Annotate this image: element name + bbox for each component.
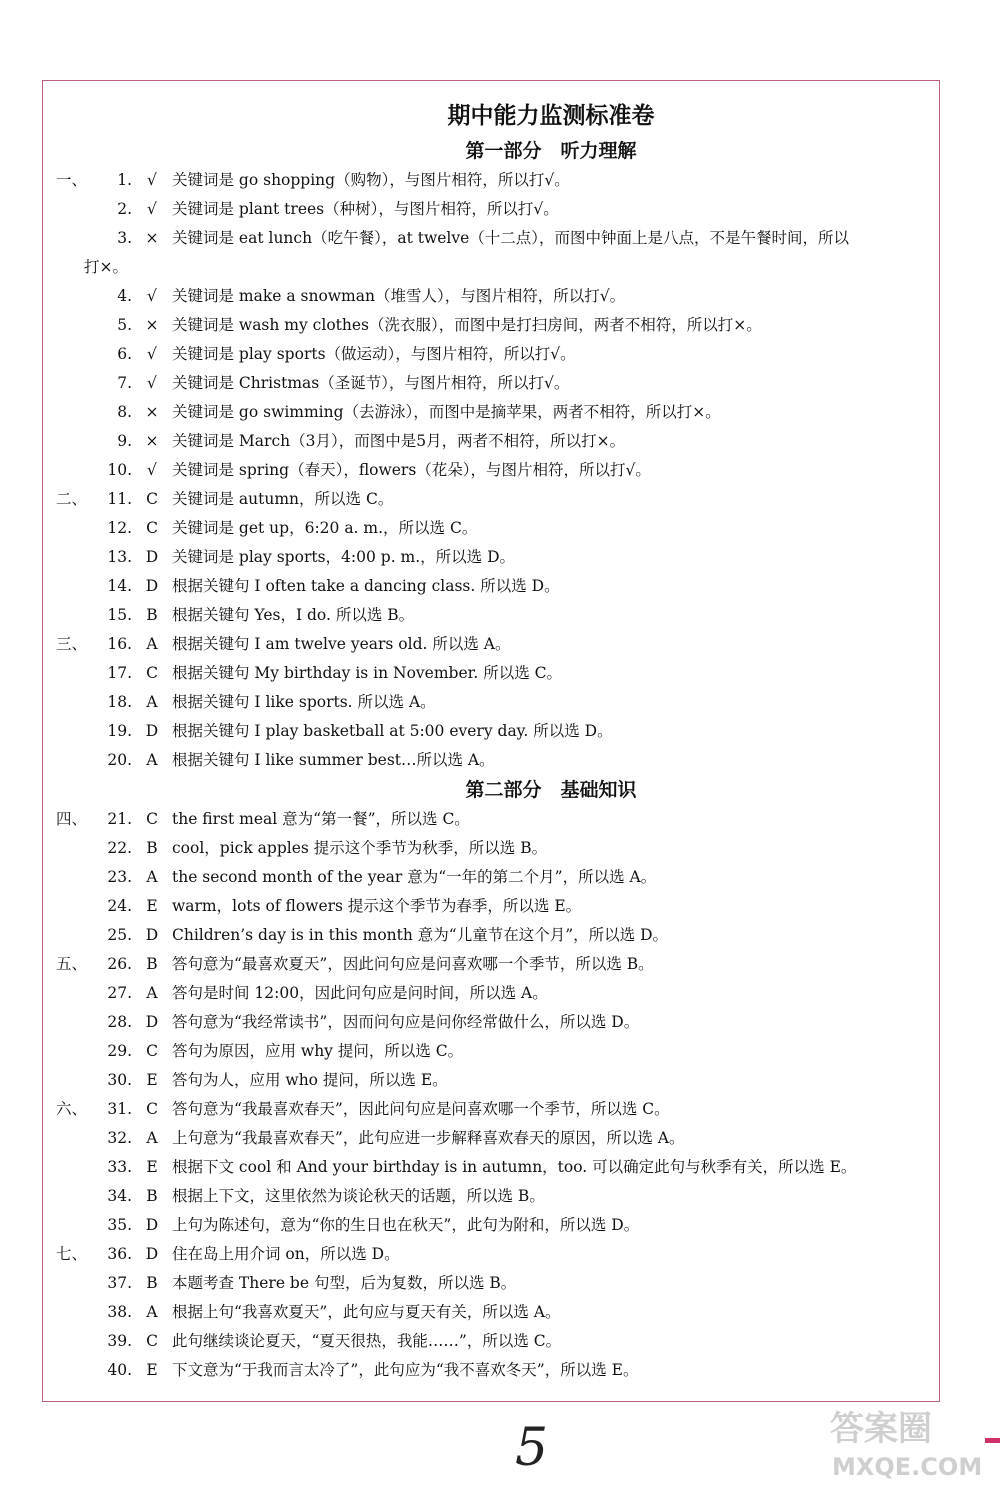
question-number: 10.: [107, 461, 132, 479]
question-group-marker: [56, 514, 84, 543]
answer-choice: C: [146, 664, 158, 682]
question-number: 30.: [107, 1071, 132, 1089]
answer-choice: ×: [145, 403, 159, 421]
question-group-marker: [56, 659, 84, 688]
answer-explanation: 根据关键句 I often take a dancing class. 所以选 D。: [172, 577, 560, 595]
question-group-marker: [56, 1269, 84, 1298]
answer-row: [56, 1153, 966, 1182]
question-number: 12.: [107, 519, 132, 537]
question-group-marker: [56, 1124, 84, 1153]
answer-row: [56, 1124, 966, 1153]
question-group-marker: [56, 427, 84, 456]
answer-row: [56, 921, 966, 950]
page-title: 期中能力监测标准卷: [447, 103, 655, 129]
answer-choice: A: [146, 693, 158, 711]
answer-choice: E: [146, 1071, 158, 1089]
answer-choice: ×: [145, 229, 159, 247]
question-number: 16.: [107, 635, 132, 653]
question-number: 35.: [107, 1216, 132, 1234]
answer-explanation: 答句意为“最喜欢夏天”，因此问句应是问喜欢哪一个季节，所以选 B。: [172, 955, 654, 973]
answer-choice: A: [146, 868, 158, 886]
answer-sheet: [56, 96, 966, 1385]
question-number: 28.: [107, 1013, 132, 1031]
answer-choice: A: [146, 984, 158, 1002]
answer-row: [56, 1066, 966, 1095]
question-number: 19.: [107, 722, 132, 740]
answer-row: [56, 572, 966, 601]
answer-choice: ×: [145, 316, 159, 334]
answer-row: [56, 340, 966, 369]
answer-row: [56, 1182, 966, 1211]
question-group-marker: [56, 746, 84, 775]
answer-row: [56, 659, 966, 688]
answer-explanation: warm，lots of flowers 提示这个季节为春季，所以选 E。: [172, 897, 582, 915]
question-number: 4.: [117, 287, 132, 305]
question-number: 38.: [107, 1303, 132, 1321]
answer-choice: √: [147, 461, 157, 479]
answer-choice: B: [146, 1187, 158, 1205]
answer-row: [56, 195, 966, 224]
answer-choice: D: [145, 1216, 159, 1234]
answer-row: [56, 892, 966, 921]
answer-row: [56, 485, 966, 514]
answer-explanation: 关键词是 eat lunch（吃午餐），at twelve（十二点），而图中钟面上是八点，不是午餐时间，所以: [172, 229, 850, 247]
question-group-marker: [56, 1008, 84, 1037]
question-number: 5.: [117, 316, 132, 334]
answer-choice: D: [145, 1013, 159, 1031]
answer-explanation: 关键词是 March（3月），而图中是5月，两者不相符，所以打×。: [172, 432, 626, 450]
answer-choice: E: [146, 1158, 158, 1176]
answer-choice: √: [147, 171, 157, 189]
question-number: 20.: [107, 751, 132, 769]
answer-row: [56, 805, 966, 834]
answer-choice: D: [145, 722, 159, 740]
question-number: 2.: [117, 200, 132, 218]
question-group-marker: [56, 1327, 84, 1356]
answer-choice: B: [146, 1274, 158, 1292]
question-group-marker: [56, 1066, 84, 1095]
answer-choice: E: [146, 1361, 158, 1379]
answer-row: [56, 746, 966, 775]
question-number: 1.: [117, 171, 132, 189]
answer-explanation: 关键词是 make a snowman（堆雪人），与图片相符，所以打√。: [172, 287, 626, 305]
question-group-marker: [56, 572, 84, 601]
answer-row: [56, 398, 966, 427]
question-number: 22.: [107, 839, 132, 857]
answer-choice: √: [147, 345, 157, 363]
sections-container: [56, 136, 966, 1385]
watermark: [820, 1400, 990, 1485]
answer-choice: D: [145, 926, 159, 944]
question-group-marker: [56, 863, 84, 892]
answer-row: [56, 1037, 966, 1066]
watermark-line2: MXQE.COM: [832, 1453, 983, 1481]
answer-explanation: 上句意为“我最喜欢春天”，此句应进一步解释喜欢春天的原因，所以选 A。: [172, 1129, 685, 1147]
answer-explanation: the first meal 意为“第一餐”，所以选 C。: [172, 810, 470, 828]
answer-choice: D: [145, 577, 159, 595]
answer-row: [56, 369, 966, 398]
answer-explanation: 下文意为“于我而言太冷了”，此句应为“我不喜欢冬天”，所以选 E。: [172, 1361, 639, 1379]
answer-choice: A: [146, 1303, 158, 1321]
answer-choice: C: [146, 1332, 158, 1350]
answer-choice: √: [147, 200, 157, 218]
question-group-marker: [56, 1211, 84, 1240]
question-number: 25.: [107, 926, 132, 944]
answer-explanation: 关键词是 autumn，所以选 C。: [172, 490, 394, 508]
answer-explanation: 答句意为“我经常读书”，因而问句应是问你经常做什么，所以选 D。: [172, 1013, 640, 1031]
answer-row: [56, 166, 966, 195]
answer-explanation: 关键词是 get up，6:20 a. m.，所以选 C。: [172, 519, 478, 537]
question-number: 33.: [107, 1158, 132, 1176]
answer-row: [56, 543, 966, 572]
question-group-marker: [56, 456, 84, 485]
answer-row: [56, 514, 966, 543]
answer-choice: ×: [145, 432, 159, 450]
answer-choice: √: [147, 374, 157, 392]
question-group-marker: [56, 1153, 84, 1182]
question-group-marker: [56, 282, 84, 311]
question-number: 24.: [107, 897, 132, 915]
answer-row: [56, 863, 966, 892]
question-number: 15.: [107, 606, 132, 624]
answer-choice: C: [146, 490, 158, 508]
answer-choice: D: [145, 1245, 159, 1263]
question-group-marker: [56, 1356, 84, 1385]
question-number: 31.: [107, 1100, 132, 1118]
question-group-marker: 六、: [56, 1100, 88, 1118]
question-group-marker: [56, 717, 84, 746]
answer-explanation: 关键词是 Christmas（圣诞节），与图片相符，所以打√。: [172, 374, 570, 392]
answer-choice: C: [146, 810, 158, 828]
question-group-marker: [56, 398, 84, 427]
answer-row: [56, 282, 966, 311]
question-number: 23.: [107, 868, 132, 886]
answer-choice: B: [146, 606, 158, 624]
answer-row: [56, 950, 966, 979]
question-number: 29.: [107, 1042, 132, 1060]
question-number: 26.: [107, 955, 132, 973]
answer-row: [56, 311, 966, 340]
answer-row: [56, 224, 966, 253]
answer-explanation: 根据关键句 I like summer best…所以选 A。: [172, 751, 495, 769]
answer-explanation: 关键词是 play sports（做运动），与图片相符，所以打√。: [172, 345, 576, 363]
question-group-marker: [56, 369, 84, 398]
answer-choice: C: [146, 1100, 158, 1118]
answer-explanation: 本题考查 There be 句型，后为复数，所以选 B。: [172, 1274, 517, 1292]
answer-choice: √: [147, 287, 157, 305]
answer-choice: B: [146, 839, 158, 857]
question-group-marker: [56, 543, 84, 572]
question-number: 32.: [107, 1129, 132, 1147]
answer-row: [56, 630, 966, 659]
question-number: 36.: [107, 1245, 132, 1263]
answer-choice: E: [146, 897, 158, 915]
answer-explanation: 答句意为“我最喜欢春天”，因此问句应是问喜欢哪一个季节，所以选 C。: [172, 1100, 670, 1118]
question-number: 3.: [117, 229, 132, 247]
answer-explanation: 答句为人，应用 who 提问，所以选 E。: [172, 1071, 448, 1089]
question-number: 27.: [107, 984, 132, 1002]
answer-choice: D: [145, 548, 159, 566]
answer-explanation: 关键词是 play sports，4:00 p. m.，所以选 D。: [172, 548, 516, 566]
answer-explanation: 根据上下文，这里依然为谈论秋天的话题，所以选 B。: [172, 1187, 545, 1205]
question-number: 6.: [117, 345, 132, 363]
question-number: 9.: [117, 432, 132, 450]
question-group-marker: 七、: [56, 1245, 88, 1263]
answer-explanation: the second month of the year 意为“一年的第二个月”，所以选 A。: [172, 868, 657, 886]
answer-explanation: 关键词是 wash my clothes（洗衣服），而图中是打扫房间，两者不相符，所以打×。: [172, 316, 762, 334]
answer-explanation: 根据关键句 I play basketball at 5:00 every day. 所以选 D。: [172, 722, 613, 740]
answer-row: [56, 1327, 966, 1356]
answer-row: [56, 1240, 966, 1269]
question-group-marker: [56, 834, 84, 863]
question-number: 11.: [107, 490, 132, 508]
answer-explanation: 根据下文 cool 和 And your birthday is in autumn，too. 可以确定此句与秋季有关，所以选 E。: [172, 1158, 857, 1176]
answer-explanation: 此句继续谈论夏天，“夏天很热，我能……”，所以选 C。: [172, 1332, 562, 1350]
question-group-marker: 一、: [56, 171, 88, 189]
answer-row: [56, 427, 966, 456]
answer-explanation: 答句为原因，应用 why 提问，所以选 C。: [172, 1042, 464, 1060]
question-group-marker: [56, 1298, 84, 1327]
answer-row: [56, 688, 966, 717]
page-number: 5: [515, 1418, 549, 1478]
question-number: 8.: [117, 403, 132, 421]
answer-choice: A: [146, 1129, 158, 1147]
answer-explanation: 上句为陈述句，意为“你的生日也在秋天”，此句为附和，所以选 D。: [172, 1216, 640, 1234]
answer-row: [56, 979, 966, 1008]
watermark-line1: 答案圈: [830, 1409, 932, 1449]
question-group-marker: [56, 921, 84, 950]
section-heading: 第二部分 基础知识: [465, 779, 637, 801]
question-group-marker: [56, 195, 84, 224]
question-group-marker: [56, 340, 84, 369]
question-number: 39.: [107, 1332, 132, 1350]
question-group-marker: 五、: [56, 955, 88, 973]
question-group-marker: 三、: [56, 635, 88, 653]
question-number: 14.: [107, 577, 132, 595]
question-group-marker: [56, 601, 84, 630]
question-number: 7.: [117, 374, 132, 392]
question-number: 18.: [107, 693, 132, 711]
answer-row: [56, 1269, 966, 1298]
question-group-marker: [56, 1037, 84, 1066]
answer-explanation: 关键词是 plant trees（种树），与图片相符，所以打√。: [172, 200, 559, 218]
answer-choice: C: [146, 519, 158, 537]
answer-row: [56, 1008, 966, 1037]
answer-explanation: 根据上句“我喜欢夏天”，此句应与夏天有关，所以选 A。: [172, 1303, 561, 1321]
question-group-marker: [56, 688, 84, 717]
answer-row: [56, 1356, 966, 1385]
question-group-marker: [56, 979, 84, 1008]
answer-explanation: cool，pick apples 提示这个季节为秋季，所以选 B。: [172, 839, 548, 857]
answer-explanation: 根据关键句 I like sports. 所以选 A。: [172, 693, 436, 711]
section-heading: 第一部分 听力理解: [465, 140, 637, 162]
question-group-marker: [56, 1182, 84, 1211]
question-number: 40.: [107, 1361, 132, 1379]
answer-row: [56, 1095, 966, 1124]
answer-choice: A: [146, 751, 158, 769]
answer-explanation: 关键词是 go shopping（购物），与图片相符，所以打√。: [172, 171, 570, 189]
question-number: 17.: [107, 664, 132, 682]
answer-explanation-continued: 打×。: [84, 258, 128, 276]
answer-choice: B: [146, 955, 158, 973]
question-group-marker: 二、: [56, 490, 88, 508]
answer-explanation: 根据关键句 My birthday is in November. 所以选 C。: [172, 664, 562, 682]
answer-explanation: 根据关键句 Yes，I do. 所以选 B。: [172, 606, 415, 624]
answer-row: [56, 1211, 966, 1240]
question-group-marker: [56, 892, 84, 921]
answer-explanation: 关键词是 go swimming（去游泳），而图中是摘苹果，两者不相符，所以打×。: [172, 403, 721, 421]
question-group-marker: [56, 311, 84, 340]
answer-row: [56, 456, 966, 485]
answer-explanation: 答句是时间 12:00，因此问句应是问时间，所以选 A。: [172, 984, 548, 1002]
answer-choice: C: [146, 1042, 158, 1060]
question-number: 34.: [107, 1187, 132, 1205]
question-group-marker: [56, 224, 84, 253]
answer-row: [56, 1298, 966, 1327]
answer-row: [56, 717, 966, 746]
question-group-marker: 四、: [56, 810, 88, 828]
answer-explanation: 住在岛上用介词 on，所以选 D。: [172, 1245, 400, 1263]
answer-explanation: 关键词是 spring（春天），flowers（花朵），与图片相符，所以打√。: [172, 461, 651, 479]
answer-explanation: 根据关键句 I am twelve years old. 所以选 A。: [172, 635, 511, 653]
question-number: 13.: [107, 548, 132, 566]
answer-row: [56, 834, 966, 863]
answer-row: [56, 601, 966, 630]
answer-explanation: Children’s day is in this month 意为“儿童节在这个月”，所以选 D。: [172, 926, 669, 944]
question-number: 21.: [107, 810, 132, 828]
answer-choice: A: [146, 635, 158, 653]
question-number: 37.: [107, 1274, 132, 1292]
